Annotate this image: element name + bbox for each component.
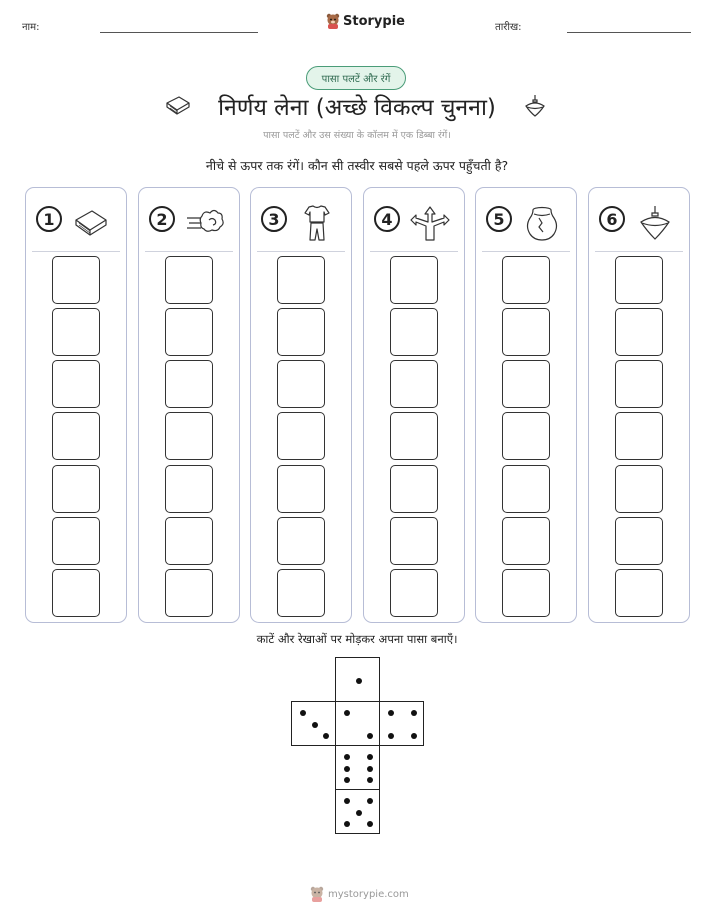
- date-line[interactable]: [567, 32, 691, 33]
- column-2: [138, 187, 240, 623]
- color-box[interactable]: [390, 360, 438, 408]
- column-4: [363, 187, 465, 623]
- crossroads-arrows-icon: [410, 204, 450, 242]
- name-line[interactable]: [100, 32, 258, 33]
- color-box[interactable]: [52, 412, 100, 460]
- color-box[interactable]: [502, 256, 550, 304]
- color-box[interactable]: [390, 412, 438, 460]
- cracked-pot-icon: [522, 204, 562, 242]
- column-header: [139, 204, 239, 238]
- column-3: [250, 187, 352, 623]
- color-box[interactable]: [52, 569, 100, 617]
- color-box[interactable]: [615, 465, 663, 513]
- dice-pip: [323, 733, 329, 739]
- clothes-icon: [297, 204, 337, 242]
- color-box[interactable]: [277, 412, 325, 460]
- dice-pip: [344, 754, 350, 760]
- color-box[interactable]: [615, 308, 663, 356]
- column-number: 1: [36, 206, 62, 232]
- color-box[interactable]: [502, 569, 550, 617]
- color-box[interactable]: [277, 517, 325, 565]
- dice-pip: [356, 678, 362, 684]
- column-5: [475, 187, 577, 623]
- color-box[interactable]: [390, 517, 438, 565]
- color-box[interactable]: [52, 465, 100, 513]
- column-divider: [257, 251, 345, 252]
- color-box[interactable]: [615, 360, 663, 408]
- color-box[interactable]: [277, 256, 325, 304]
- column-number: 2: [149, 206, 175, 232]
- bear-mascot-icon: [310, 886, 324, 902]
- color-box[interactable]: [390, 569, 438, 617]
- dice-pip: [411, 710, 417, 716]
- column-number: 6: [599, 206, 625, 232]
- color-box[interactable]: [165, 569, 213, 617]
- storypie-logo: [326, 13, 405, 29]
- color-box[interactable]: [390, 465, 438, 513]
- subtitle: पासा पलटें और उस संख्या के कॉलम में एक डिब्बा रंगें।: [263, 130, 451, 141]
- color-box[interactable]: [165, 360, 213, 408]
- color-box[interactable]: [277, 308, 325, 356]
- column-number: 4: [374, 206, 400, 232]
- column-1: [25, 187, 127, 623]
- color-box[interactable]: [502, 412, 550, 460]
- color-box[interactable]: [165, 308, 213, 356]
- color-box[interactable]: [390, 308, 438, 356]
- color-box[interactable]: [502, 517, 550, 565]
- color-box[interactable]: [165, 465, 213, 513]
- dice-pip: [367, 821, 373, 827]
- dice-face-3: [291, 701, 336, 746]
- dice-pip: [367, 766, 373, 772]
- column-6: [588, 187, 690, 623]
- column-divider: [595, 251, 683, 252]
- wind-icon: [185, 204, 225, 242]
- dice-pip: [300, 710, 306, 716]
- footer-url: mystorypie.com: [328, 888, 409, 900]
- column-header: [251, 204, 351, 238]
- dice-face-1: [335, 657, 380, 702]
- topic-tag: पासा पलटें और रंगें: [306, 66, 406, 90]
- dice-face-5: [335, 789, 380, 834]
- instruction: नीचे से ऊपर तक रंगें। कौन सी तस्वीर सबसे पहले ऊपर पहुँचती है?: [205, 158, 509, 173]
- dice-face-2: [335, 701, 380, 746]
- name-label: नाम:: [22, 22, 40, 33]
- dice-pip: [344, 777, 350, 783]
- color-box[interactable]: [502, 360, 550, 408]
- column-divider: [370, 251, 458, 252]
- column-header: [364, 204, 464, 238]
- color-box[interactable]: [165, 412, 213, 460]
- dice-pip: [367, 733, 373, 739]
- color-box[interactable]: [277, 569, 325, 617]
- brand-name: Storypie: [343, 13, 405, 29]
- page-title: निर्णय लेना (अच्छे विकल्प चुनना): [218, 95, 496, 121]
- spinning-top-icon: [524, 94, 546, 118]
- dice-pip: [344, 710, 350, 716]
- color-box[interactable]: [502, 465, 550, 513]
- dice-instruction: काटें और रेखाओं पर मोड़कर अपना पासा बनाएँ।: [256, 632, 458, 646]
- dice-pip: [388, 733, 394, 739]
- bear-mascot-icon: [326, 13, 340, 29]
- column-divider: [482, 251, 570, 252]
- footer: [310, 886, 409, 902]
- dice-pip: [344, 766, 350, 772]
- color-box[interactable]: [277, 360, 325, 408]
- color-box[interactable]: [615, 517, 663, 565]
- color-box[interactable]: [52, 256, 100, 304]
- dice-face-6: [335, 745, 380, 790]
- column-header: [26, 204, 126, 238]
- dice-pip: [367, 777, 373, 783]
- color-box[interactable]: [615, 412, 663, 460]
- column-number: 3: [261, 206, 287, 232]
- dice-pip: [312, 722, 318, 728]
- column-number: 5: [486, 206, 512, 232]
- color-box[interactable]: [615, 569, 663, 617]
- dice-pip: [344, 798, 350, 804]
- dice-pip: [411, 733, 417, 739]
- color-box[interactable]: [502, 308, 550, 356]
- dice-pip: [344, 821, 350, 827]
- dice-pip: [356, 810, 362, 816]
- column-divider: [32, 251, 120, 252]
- column-divider: [145, 251, 233, 252]
- dice-pip: [367, 754, 373, 760]
- color-box[interactable]: [390, 256, 438, 304]
- color-box[interactable]: [165, 256, 213, 304]
- color-box[interactable]: [52, 360, 100, 408]
- date-label: तारीख:: [495, 22, 522, 33]
- dice-face-4: [379, 701, 424, 746]
- color-box[interactable]: [52, 517, 100, 565]
- color-box[interactable]: [277, 465, 325, 513]
- color-box[interactable]: [615, 256, 663, 304]
- dice-pip: [367, 798, 373, 804]
- color-box[interactable]: [52, 308, 100, 356]
- spinning-top-icon: [635, 204, 675, 242]
- column-header: [476, 204, 576, 238]
- color-box[interactable]: [165, 517, 213, 565]
- column-header: [589, 204, 689, 238]
- book-icon: [72, 204, 112, 242]
- dice-pip: [388, 710, 394, 716]
